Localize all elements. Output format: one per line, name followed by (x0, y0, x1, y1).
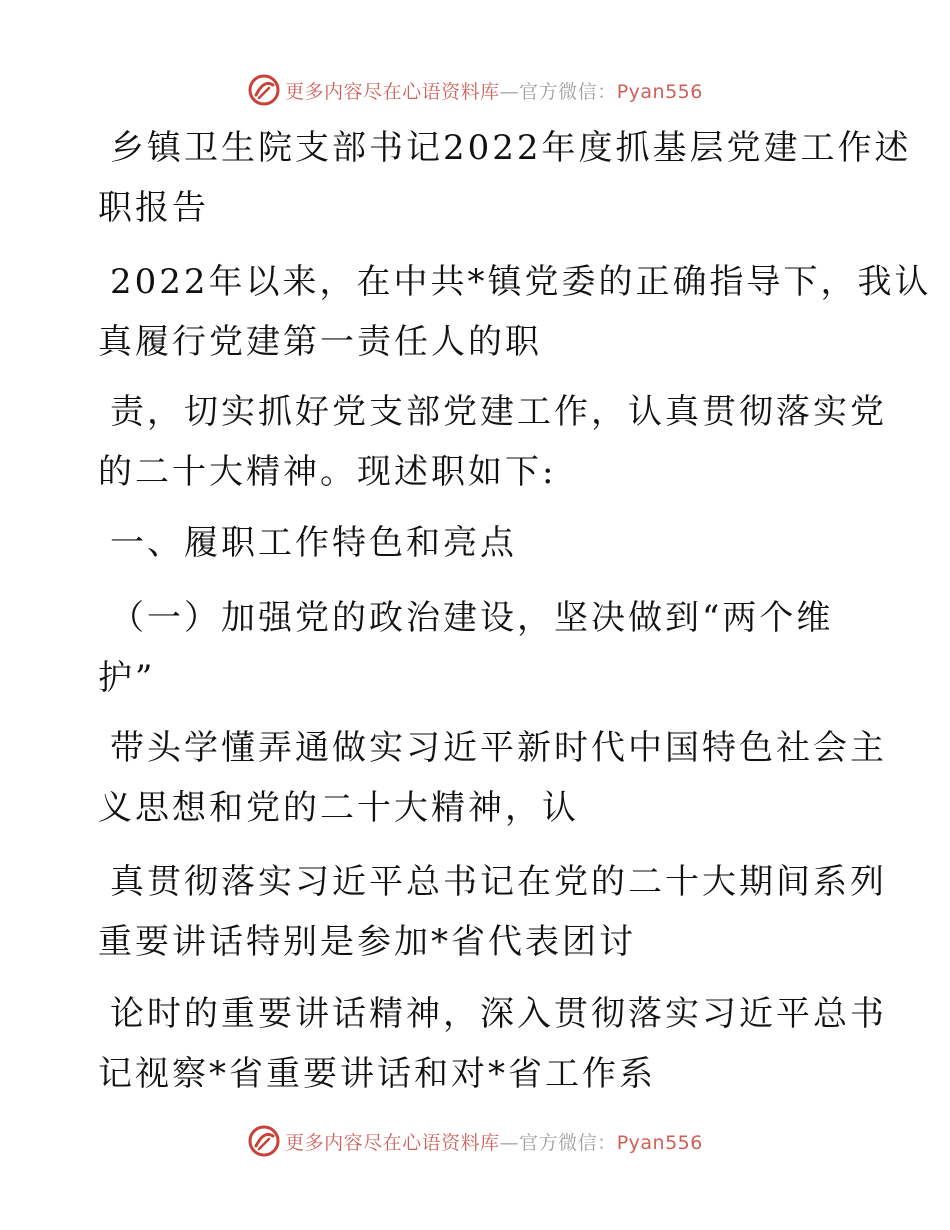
paragraph-line: 2022年以来，在中共*镇党委的正确指导下，我认 (110, 262, 932, 302)
title-line: 职报告 (98, 188, 209, 228)
paragraph-line: 带头学懂弄通做实习近平新时代中国特色社会主 (110, 728, 887, 768)
watermark-text (285, 1128, 703, 1155)
watermark-separator: — (499, 1131, 520, 1154)
heading-line: （一）加强党的政治建设，坚决做到“两个维 (110, 598, 834, 638)
paragraph-line: 的二十大精神。现述职如下: (98, 452, 557, 492)
paragraph (98, 852, 887, 972)
heading-line: 护” (98, 658, 156, 698)
watermark-brand: 更多内容尽在心语资料库 (285, 1131, 500, 1154)
footer-watermark (0, 1121, 950, 1161)
paragraph (98, 252, 932, 372)
paragraph (98, 382, 887, 502)
document-title (98, 118, 912, 238)
heading-line: 一、履职工作特色和亮点 (110, 523, 517, 563)
watermark-contact-label: 官方微信： (519, 1131, 617, 1154)
paragraph-line: 责，切实抓好党支部党建工作，认真贯彻落实党 (110, 392, 887, 432)
watermark-contact-id: Pyan556 (616, 80, 703, 103)
watermark-separator: — (499, 80, 520, 103)
brand-logo-icon (247, 73, 281, 107)
watermark-contact-id: Pyan556 (616, 1131, 703, 1154)
paragraph-line: 真贯彻落实习近平总书记在党的二十大期间系列 (110, 862, 887, 902)
paragraph-line: 义思想和党的二十大精神，认 (98, 788, 579, 828)
header-watermark (0, 70, 950, 110)
paragraph-line: 记视察*省重要讲话和对*省工作系 (98, 1054, 656, 1094)
paragraph (98, 718, 887, 838)
paragraph-line: 论时的重要讲话精神，深入贯彻落实习近平总书 (110, 994, 887, 1034)
paragraph-line: 重要讲话特别是参加*省代表团讨 (98, 922, 636, 962)
watermark-brand: 更多内容尽在心语资料库 (285, 80, 500, 103)
title-line: 乡镇卫生院支部书记2022年度抓基层党建工作述 (110, 128, 912, 168)
paragraph (98, 984, 887, 1104)
subsection-heading (98, 588, 868, 708)
watermark-text (285, 77, 703, 104)
section-heading (98, 513, 868, 573)
watermark-contact-label: 官方微信： (519, 80, 617, 103)
paragraph-line: 真履行党建第一责任人的职 (98, 322, 542, 362)
brand-logo-icon (247, 1124, 281, 1158)
